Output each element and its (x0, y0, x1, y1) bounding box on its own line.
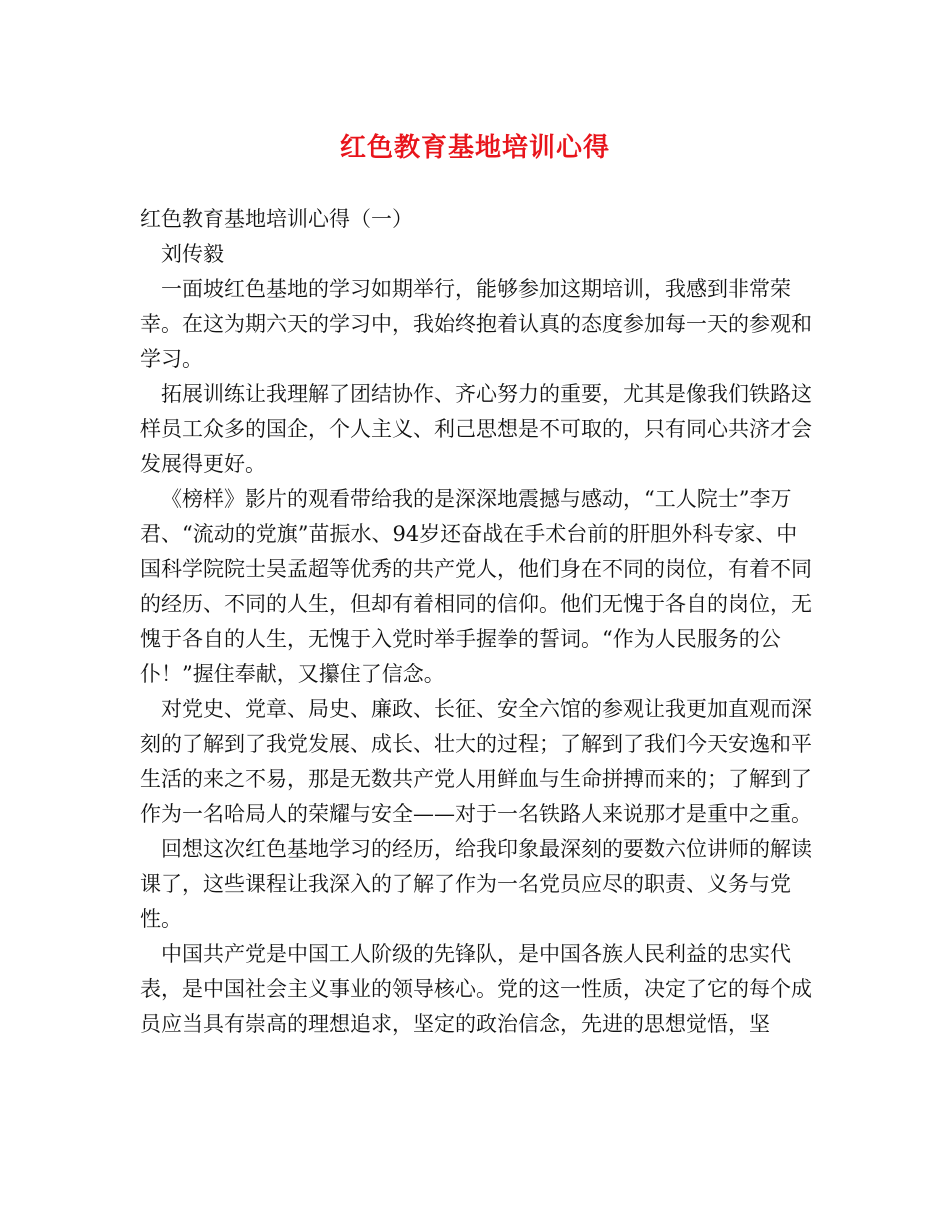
body-paragraph-3: 《榜样》影片的观看带给我的是深深地震撼与感动，“工人院士”李万君、“流动的党旗”苗振水、94岁还奋战在手术台前的肝胆外科专家、中国科学院院士吴孟超等优秀的共产党人，他们身在不同的岗位，有着不同的经历、不同的人生，但却有着相同的信仰。他们无愧于各自的岗位，无愧于各自的人生，无愧于入党时举手握拳的誓词。“作为人民服务的公仆！”握住奉献，又攥住了信念。 (140, 487, 812, 686)
body-paragraph-2: 拓展训练让我理解了团结协作、齐心努力的重要，尤其是像我们铁路这样员工众多的国企，个人主义、利己思想是不可取的，只有同心共济才会发展得更好。 (140, 382, 812, 476)
section-heading: 红色教育基地培训心得（一） (140, 207, 413, 231)
body-paragraph-6: 中国共产党是中国工人阶级的先锋队，是中国各族人民利益的忠实代表，是中国社会主义事业的领导核心。党的这一性质，决定了它的每个成员应当具有崇高的理想追求，坚定的政治信念，先进的思想觉悟，坚 (140, 942, 812, 1036)
document-body (140, 202, 816, 1042)
body-paragraph-5: 回想这次红色基地学习的经历，给我印象最深刻的要数六位讲师的解读课了，这些课程让我深入的了解了作为一名党员应尽的职责、义务与党性。 (140, 837, 812, 931)
body-paragraph-4: 对党史、党章、局史、廉政、长征、安全六馆的参观让我更加直观而深刻的了解到了我党发展、成长、壮大的过程；了解到了我们今天安逸和平生活的来之不易，那是无数共产党人用鲜血与生命拼搏而来的；了解到了作为一名哈局人的荣耀与安全——对于一名铁路人来说那才是重中之重。 (140, 697, 812, 826)
body-paragraph-1: 一面坡红色基地的学习如期举行，能够参加这期培训，我感到非常荣幸。在这为期六天的学习中，我始终抱着认真的态度参加每一天的参观和学习。 (140, 277, 812, 371)
document-title: 红色教育基地培训心得 (339, 133, 610, 163)
author-name: 刘传毅 (161, 242, 224, 266)
